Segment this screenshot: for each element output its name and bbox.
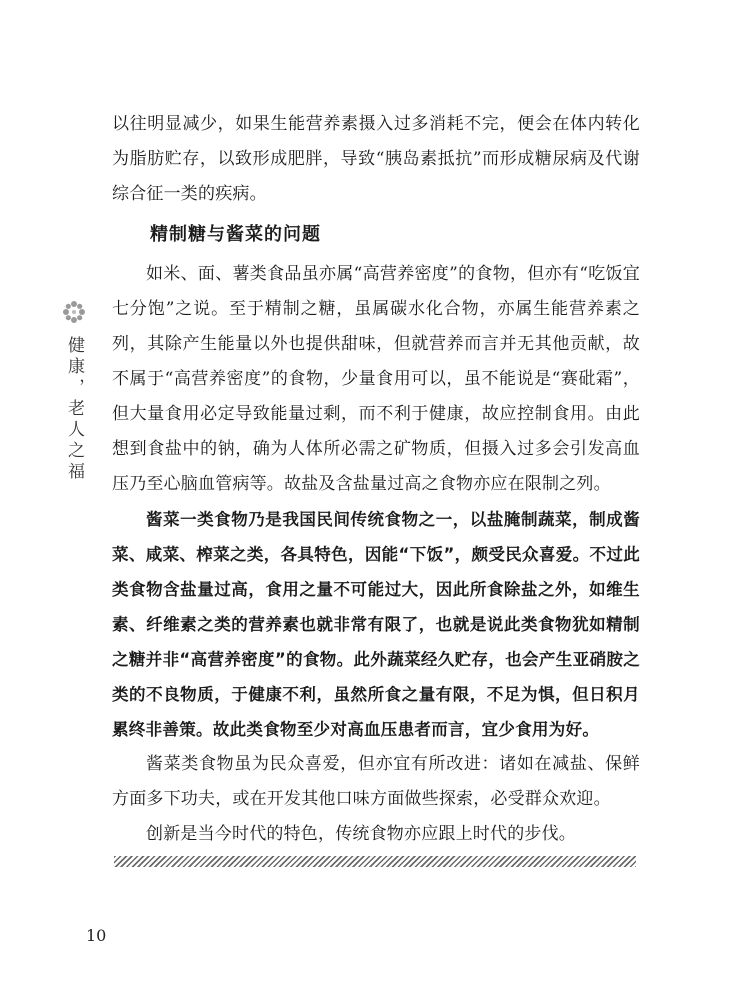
page-number: 10 — [86, 926, 107, 945]
paragraph-pickles-bold: 酱菜一类食物乃是我国民间传统食物之一，以盐腌制蔬菜，制成酱菜、咸菜、榨菜之类，各具特色，因能“下饭”，颇受民众喜爱。不过此类食物含盐量过高，食用之量不可能过大，因此所食除盐之外，如维生素、纤维素之类的营养素也就非常有限了，也就是说此类食物犹如精制之糖并非“高营养密度”的食物。此外蔬菜经久贮存，也会产生亚硝胺之类的不良物质，于健康不利，虽然所食之量有限，不足为惧，但日积月累终非善策。故此类食物至少对高血压患者而言，宜少食用为好。 — [112, 510, 640, 739]
side-running-title — [56, 300, 92, 483]
paragraph-innovation: 创新是当今时代的特色，传统食物亦应跟上时代的步伐。 — [146, 824, 576, 844]
paragraph-continuation: 以往明显减少，如果生能营养素摄入过多消耗不完，便会在体内转化为脂肪贮存，以致形成肥胖，导致“胰岛素抵抗”而形成糖尿病及代谢综合征一类的疾病。 — [112, 114, 640, 204]
hatched-divider — [114, 856, 636, 867]
section-heading: 精制糖与酱菜的问题 — [150, 224, 321, 245]
running-title: 健康，老人之福 — [64, 336, 84, 483]
body-text — [112, 107, 640, 852]
paragraph-refined-sugar: 如米、面、薯类食品虽亦属“高营养密度”的食物，但亦有“吃饭宜七分饱”之说。至于精制之糖，虽属碳水化合物，亦属生能营养素之列，其除产生能量以外也提供甜味，但就营养而言并无其他贡献，故不属于“高营养密度”的食物，少量食用可以，虽不能说是“赛砒霜”，但大量食用必定导致能量过剩，而不利于健康，故应控制食用。由此想到食盐中的钠，确为人体所必需之矿物质，但摄入过多会引发高血压乃至心脑血管病等。故盐及含盐量过高之食物亦应在限制之列。 — [112, 264, 640, 494]
flower-ornament-icon — [62, 300, 86, 324]
paragraph-pickles-improvement: 酱菜类食物虽为民众喜爱，但亦宜有所改进：诸如在减盐、保鲜方面多下功夫，或在开发其他口味方面做些探索，必受群众欢迎。 — [112, 754, 640, 809]
